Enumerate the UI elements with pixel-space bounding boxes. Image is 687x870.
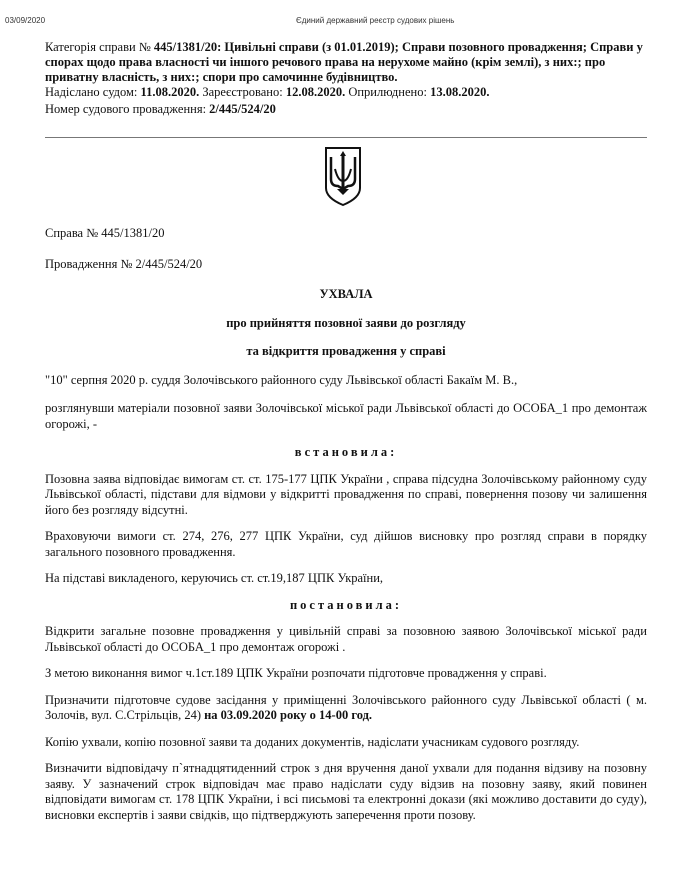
paragraph-open-proceeding: Відкрити загальне позовне провадження у цивільній справі за позовною заявою Золочівської міської ради Львівської області до ОСОБА_1 про демонтаж огорожі . — [45, 624, 647, 654]
proceeding-no: Провадження № 2/445/524/20 — [45, 256, 203, 271]
paragraph-basis: На підставі викладеного, керуючись ст. ст.19,187 ЦПК України, — [45, 571, 384, 585]
paragraph-claim-requirements: Позовна заява відповідає вимогам ст. ст. 175-177 ЦПК України , справа підсудна Золочівському районному суду Львівської області, підстави для відмови у відкритті провадження по справі, повернення позову чи залишення його без розгляду відсутні. — [45, 471, 647, 517]
divider — [45, 137, 647, 138]
established-heading: встановила: — [294, 445, 398, 459]
proceeding-number: Номер судового провадження: 2/445/524/20 — [45, 102, 276, 116]
registry-title: Єдиний державний реєстр судових рішень — [296, 16, 455, 25]
paragraph-considered: розглянувши матеріали позовної заяви Золочівської міської ради Львівської області до ОСОБА_1 про демонтаж огорожі, - — [45, 401, 647, 431]
print-date: 03/09/2020 — [5, 16, 46, 25]
document-subtitle-2: та відкриття провадження у справі — [246, 344, 446, 358]
trident-emblem-icon — [320, 145, 366, 207]
document-subtitle-1: про прийняття позовної заяви до розгляду — [226, 315, 466, 330]
paragraph-response-term: Визначити відповідачу п`ятнадцятиденний строк з дня вручення даної ухвали для подання відзиву на позовну заяву. У зазначений строк відповідач має право надіслати суду відзив на позовну заяву, який повинен відповідати вимогам ст. 178 ЦПК України, і всі письмові та електронні докази (які можливо доставити до суду), висновки експертів і заяви свідків, що підтверджують заперечення проти позову. — [45, 761, 647, 822]
published-date: 13.08.2020. — [430, 85, 490, 99]
resolved-heading: постановила: — [289, 597, 403, 612]
document-body — [45, 226, 647, 823]
case-dates: Надіслано судом: 11.08.2020. Зареєстровано: 12.08.2020. Оприлюднено: 13.08.2020. — [45, 85, 490, 99]
case-category: Категорія справи № 445/1381/20: Цивільні справи (з 01.01.2019); Справи позовного провадження; Справи у спорах щодо права власності чи іншого речового права на нерухоме майно (крім землі), з них:; про приватну власність, з них:; спори про самочинне будівництво. — [45, 40, 643, 84]
page-header — [0, 0, 687, 25]
case-metadata — [45, 40, 647, 117]
registered-date: 12.08.2020. — [285, 85, 346, 99]
paragraph-date-judge: "10" серпня 2020 р. суддя Золочівського районного суду Львівської області Бакаїм М. В., — [45, 372, 518, 387]
document-title: УХВАЛА — [319, 287, 373, 301]
paragraph-general-procedure: Враховуючи вимоги ст. 274, 276, 277 ЦПК України, суд дійшов висновку про розгляд справи в порядку загального позовного провадження. — [45, 529, 647, 559]
case-number: Справа № 445/1381/20 — [45, 226, 165, 240]
paragraph-preparatory: З метою виконання вимог ч.1ст.189 ЦПК України розпочати підготовче провадження у справі. — [45, 666, 547, 680]
sent-date: 11.08.2020. — [140, 85, 200, 99]
hearing-date: на 03.09.2020 року о 14-00 год. — [204, 708, 373, 722]
paragraph-hearing: Призначити підготовче судове засідання у приміщенні Золочівського районного суду Львівської області ( м. Золочів, вул. С.Стрільців, 24) на 03.09.2020 року о 14-00 год. — [45, 692, 647, 722]
paragraph-copies: Копію ухвали, копію позовної заяви та доданих документів, надіслати учасникам судового розгляду. — [45, 734, 580, 749]
